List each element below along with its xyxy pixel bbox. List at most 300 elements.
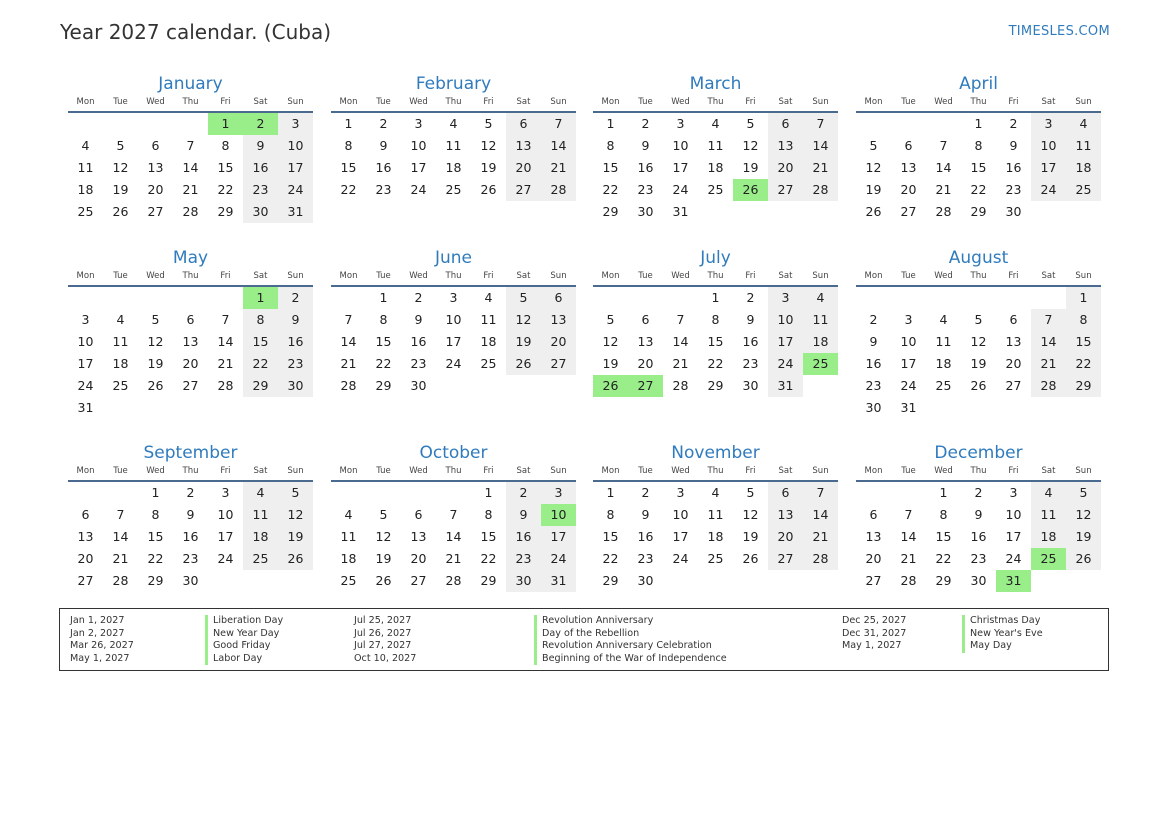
day-cell: 19	[602, 356, 619, 371]
day-cell: 3	[1031, 113, 1066, 135]
weekday-label: Thu	[707, 97, 724, 107]
day-cell: 14	[900, 529, 917, 544]
day-cell: 27	[410, 573, 427, 588]
day-cell: 2	[278, 287, 313, 309]
day-cell: 16	[243, 157, 278, 179]
weekday-label: Sat	[778, 97, 793, 107]
month-may	[68, 250, 313, 419]
holiday-day-cell: 2	[243, 113, 278, 135]
day-cell: 1	[974, 116, 983, 131]
day-cell: 15	[602, 160, 619, 175]
empty-cell	[103, 287, 138, 309]
weekday-label: Fri	[220, 271, 231, 281]
day-cell: 16	[278, 331, 313, 353]
day-cell: 17	[1005, 529, 1022, 544]
day-grid	[593, 482, 838, 592]
day-cell: 4	[243, 482, 278, 504]
day-cell: 19	[506, 331, 541, 353]
empty-cell	[138, 287, 173, 309]
day-cell: 25	[480, 356, 497, 371]
legend-date: Jan 1, 2027	[70, 615, 125, 626]
legend-dates-col-2	[354, 615, 416, 665]
empty-cell	[856, 287, 891, 309]
day-cell: 29	[243, 375, 278, 397]
weekday-label: Sun	[550, 466, 567, 476]
legend-holiday-name: Labor Day	[213, 652, 263, 664]
day-cell: 17	[410, 160, 427, 175]
day-cell: 12	[742, 507, 759, 522]
day-cell: 22	[243, 353, 278, 375]
day-cell: 10	[672, 507, 689, 522]
day-cell: 13	[506, 135, 541, 157]
weekday-label: Thu	[445, 466, 462, 476]
day-cell: 1	[939, 485, 948, 500]
day-cell: 2	[506, 482, 541, 504]
weekday-label: Sun	[287, 466, 304, 476]
weekday-label: Sun	[287, 271, 304, 281]
day-cell: 5	[116, 138, 125, 153]
day-cell: 16	[506, 526, 541, 548]
day-cell: 29	[970, 204, 987, 219]
empty-cell	[891, 287, 926, 309]
day-cell: 2	[1009, 116, 1018, 131]
day-cell: 15	[147, 529, 164, 544]
day-cell: 25	[1066, 179, 1101, 201]
day-cell: 20	[768, 526, 803, 548]
day-cell: 20	[541, 331, 576, 353]
day-cell: 16	[182, 529, 199, 544]
day-cell: 20	[768, 157, 803, 179]
day-cell: 11	[803, 309, 838, 331]
day-cell: 5	[974, 312, 983, 327]
weekday-label: Wed	[409, 271, 428, 281]
holiday-day-cell: 26	[593, 375, 628, 397]
day-cell: 10	[410, 138, 427, 153]
legend-names-col-1	[205, 615, 283, 665]
day-cell: 28	[1031, 375, 1066, 397]
day-grid	[331, 113, 576, 201]
empty-cell	[891, 482, 926, 504]
day-grid	[856, 287, 1101, 419]
day-cell: 5	[484, 116, 493, 131]
day-cell: 23	[865, 378, 882, 393]
weekday-label: Tue	[113, 466, 128, 476]
empty-cell	[856, 482, 891, 504]
day-cell: 18	[340, 551, 357, 566]
day-cell: 29	[480, 573, 497, 588]
day-cell: 6	[414, 507, 423, 522]
day-cell: 14	[803, 504, 838, 526]
day-cell: 22	[602, 551, 619, 566]
day-cell: 2	[414, 290, 423, 305]
day-cell: 27	[182, 378, 199, 393]
day-cell: 3	[676, 485, 685, 500]
day-grid	[593, 287, 838, 397]
day-cell: 1	[344, 116, 353, 131]
weekday-label: Mon	[76, 97, 95, 107]
day-cell: 11	[445, 138, 462, 153]
day-cell: 23	[637, 182, 654, 197]
day-cell: 12	[742, 138, 759, 153]
day-cell: 3	[221, 485, 230, 500]
day-cell: 24	[77, 378, 94, 393]
legend-names-col-2	[534, 615, 727, 665]
day-cell: 25	[77, 204, 94, 219]
day-cell: 13	[768, 504, 803, 526]
day-cell: 29	[147, 573, 164, 588]
day-cell: 7	[904, 507, 913, 522]
empty-cell	[856, 113, 891, 135]
legend-dates-col-1	[70, 615, 134, 665]
legend-holiday-name: Day of the Rebellion	[542, 627, 640, 639]
weekday-label: Sun	[1075, 466, 1092, 476]
day-grid	[593, 113, 838, 223]
weekday-header	[68, 269, 313, 283]
day-cell: 15	[935, 529, 952, 544]
day-cell: 2	[869, 312, 878, 327]
holiday-day-cell: 26	[733, 179, 768, 201]
day-grid	[856, 113, 1101, 223]
day-cell: 11	[707, 507, 724, 522]
day-cell: 12	[147, 334, 164, 349]
weekday-label: Tue	[901, 97, 916, 107]
legend-names-col-3	[962, 615, 1043, 653]
day-cell: 14	[672, 334, 689, 349]
day-cell: 8	[606, 138, 615, 153]
day-cell: 16	[1005, 160, 1022, 175]
day-cell: 18	[1066, 157, 1101, 179]
day-cell: 4	[81, 138, 90, 153]
weekday-header	[593, 464, 838, 478]
weekday-label: Mon	[864, 97, 883, 107]
day-cell: 27	[865, 573, 882, 588]
day-cell: 5	[606, 312, 615, 327]
day-cell: 7	[676, 312, 685, 327]
empty-cell	[138, 113, 173, 135]
day-cell: 22	[147, 551, 164, 566]
weekday-label: Fri	[483, 97, 494, 107]
month-title: October	[419, 443, 488, 463]
weekday-header	[856, 95, 1101, 109]
day-cell: 24	[672, 182, 689, 197]
empty-cell	[68, 287, 103, 309]
weekday-label: Wed	[671, 97, 690, 107]
empty-cell	[68, 482, 103, 504]
weekday-label: Tue	[901, 271, 916, 281]
day-cell: 6	[904, 138, 913, 153]
day-cell: 4	[1031, 482, 1066, 504]
day-cell: 22	[1066, 353, 1101, 375]
day-cell: 9	[641, 138, 650, 153]
day-cell: 6	[768, 113, 803, 135]
day-cell: 22	[480, 551, 497, 566]
day-cell: 4	[449, 116, 458, 131]
day-cell: 24	[278, 179, 313, 201]
day-cell: 28	[112, 573, 129, 588]
day-cell: 28	[445, 573, 462, 588]
day-cell: 11	[112, 334, 129, 349]
day-cell: 28	[340, 378, 357, 393]
day-grid	[68, 482, 313, 592]
day-cell: 31	[672, 204, 689, 219]
day-cell: 21	[803, 157, 838, 179]
site-link[interactable]: TIMESLES.COM	[1008, 24, 1110, 39]
day-cell: 30	[637, 573, 654, 588]
day-cell: 13	[147, 160, 164, 175]
day-cell: 3	[768, 287, 803, 309]
day-cell: 15	[217, 160, 234, 175]
day-cell: 26	[1066, 548, 1101, 570]
legend-date: Dec 25, 2027	[842, 615, 907, 626]
day-cell: 1	[151, 485, 160, 500]
day-cell: 28	[803, 548, 838, 570]
month-march	[593, 76, 838, 223]
day-cell: 14	[935, 160, 952, 175]
month-title: September	[143, 443, 238, 463]
weekday-label: Tue	[638, 466, 653, 476]
holiday-day-cell: 1	[208, 113, 243, 135]
weekday-header	[593, 95, 838, 109]
day-cell: 23	[637, 551, 654, 566]
day-cell: 20	[865, 551, 882, 566]
day-cell: 20	[182, 356, 199, 371]
day-cell: 30	[506, 570, 541, 592]
weekday-label: Sat	[1041, 271, 1056, 281]
day-cell: 4	[711, 485, 720, 500]
legend-date: May 1, 2027	[842, 640, 902, 652]
day-cell: 28	[217, 378, 234, 393]
day-cell: 8	[221, 138, 230, 153]
page-title: Year 2027 calendar. (Cuba)	[60, 20, 331, 44]
day-cell: 14	[445, 529, 462, 544]
day-cell: 24	[541, 548, 576, 570]
month-title: March	[689, 74, 742, 94]
day-cell: 1	[711, 290, 720, 305]
day-cell: 10	[217, 507, 234, 522]
day-cell: 20	[637, 356, 654, 371]
day-cell: 5	[506, 287, 541, 309]
day-cell: 3	[278, 113, 313, 135]
day-cell: 31	[77, 400, 94, 415]
holiday-day-cell: 25	[803, 353, 838, 375]
day-cell: 27	[768, 179, 803, 201]
day-cell: 10	[1031, 135, 1066, 157]
day-cell: 17	[1031, 157, 1066, 179]
day-cell: 15	[375, 334, 392, 349]
day-cell: 13	[77, 529, 94, 544]
day-cell: 27	[768, 548, 803, 570]
day-cell: 13	[637, 334, 654, 349]
day-cell: 7	[803, 482, 838, 504]
legend-date: Mar 26, 2027	[70, 640, 134, 652]
weekday-label: Sat	[516, 97, 531, 107]
month-title: August	[948, 248, 1009, 268]
day-cell: 8	[974, 138, 983, 153]
empty-cell	[436, 482, 471, 504]
month-september	[68, 445, 313, 592]
day-cell: 22	[340, 182, 357, 197]
day-cell: 21	[672, 356, 689, 371]
day-cell: 26	[147, 378, 164, 393]
empty-cell	[173, 287, 208, 309]
holiday-day-cell: 25	[1031, 548, 1066, 570]
weekday-label: Fri	[220, 466, 231, 476]
day-cell: 9	[869, 334, 878, 349]
day-cell: 27	[147, 204, 164, 219]
day-cell: 18	[707, 529, 724, 544]
day-cell: 8	[379, 312, 388, 327]
legend-holiday-name: Revolution Anniversary Celebration	[542, 640, 712, 652]
weekday-label: Sun	[550, 97, 567, 107]
day-cell: 21	[803, 526, 838, 548]
day-cell: 25	[112, 378, 129, 393]
day-cell: 23	[243, 179, 278, 201]
day-cell: 4	[116, 312, 125, 327]
day-cell: 29	[707, 378, 724, 393]
weekday-label: Fri	[1008, 271, 1019, 281]
day-cell: 30	[637, 204, 654, 219]
day-cell: 26	[742, 551, 759, 566]
day-cell: 29	[375, 378, 392, 393]
weekday-label: Sat	[253, 271, 268, 281]
month-october	[331, 445, 576, 592]
day-cell: 2	[186, 485, 195, 500]
day-cell: 21	[340, 356, 357, 371]
day-cell: 2	[641, 116, 650, 131]
day-cell: 27	[506, 179, 541, 201]
day-cell: 28	[672, 378, 689, 393]
weekday-header	[68, 464, 313, 478]
legend-holiday-name: Revolution Anniversary	[542, 615, 654, 626]
day-cell: 6	[1009, 312, 1018, 327]
day-grid	[331, 287, 576, 397]
day-cell: 18	[77, 182, 94, 197]
day-cell: 1	[606, 116, 615, 131]
empty-cell	[663, 287, 698, 309]
day-cell: 16	[637, 529, 654, 544]
weekday-label: Thu	[445, 271, 462, 281]
day-cell: 27	[541, 353, 576, 375]
legend-date: Oct 10, 2027	[354, 652, 417, 664]
legend-date: Jan 2, 2027	[70, 627, 125, 639]
day-cell: 8	[1066, 309, 1101, 331]
day-cell: 30	[742, 378, 759, 393]
day-cell: 31	[900, 400, 917, 415]
weekday-label: Fri	[745, 466, 756, 476]
holiday-legend	[59, 608, 1109, 671]
day-cell: 9	[746, 312, 755, 327]
empty-cell	[401, 482, 436, 504]
holiday-day-cell: 31	[996, 570, 1031, 592]
day-cell: 12	[375, 529, 392, 544]
day-cell: 5	[746, 116, 755, 131]
day-cell: 6	[506, 113, 541, 135]
day-cell: 4	[1066, 113, 1101, 135]
empty-cell	[103, 113, 138, 135]
weekday-label: Wed	[146, 97, 165, 107]
day-cell: 9	[974, 507, 983, 522]
day-cell: 16	[410, 334, 427, 349]
day-cell: 7	[186, 138, 195, 153]
day-cell: 22	[707, 356, 724, 371]
day-cell: 8	[151, 507, 160, 522]
weekday-label: Tue	[376, 466, 391, 476]
legend-holiday-name: May Day	[970, 640, 1012, 652]
day-cell: 31	[768, 375, 803, 397]
day-cell: 27	[77, 573, 94, 588]
month-title: December	[934, 443, 1023, 463]
day-cell: 1	[1066, 287, 1101, 309]
day-cell: 15	[480, 529, 497, 544]
day-cell: 17	[445, 334, 462, 349]
day-cell: 9	[379, 138, 388, 153]
day-cell: 24	[1005, 551, 1022, 566]
day-cell: 28	[935, 204, 952, 219]
empty-cell	[331, 287, 366, 309]
day-cell: 24	[768, 353, 803, 375]
weekday-label: Mon	[601, 271, 620, 281]
day-cell: 6	[641, 312, 650, 327]
weekday-label: Thu	[182, 97, 199, 107]
day-cell: 19	[742, 160, 759, 175]
day-cell: 22	[217, 182, 234, 197]
weekday-header	[593, 269, 838, 283]
day-cell: 22	[935, 551, 952, 566]
empty-cell	[891, 113, 926, 135]
day-cell: 3	[541, 482, 576, 504]
day-cell: 7	[1031, 309, 1066, 331]
day-cell: 21	[112, 551, 129, 566]
day-cell: 12	[278, 504, 313, 526]
day-cell: 21	[1031, 353, 1066, 375]
day-cell: 14	[541, 135, 576, 157]
day-cell: 21	[182, 182, 199, 197]
day-cell: 16	[970, 529, 987, 544]
day-cell: 27	[1005, 378, 1022, 393]
day-cell: 15	[602, 529, 619, 544]
day-cell: 19	[147, 356, 164, 371]
legend-dates-col-3	[842, 615, 906, 653]
day-cell: 23	[182, 551, 199, 566]
legend-date: Jul 25, 2027	[354, 615, 412, 626]
holiday-day-cell: 1	[243, 287, 278, 309]
day-cell: 11	[340, 529, 357, 544]
empty-cell	[173, 113, 208, 135]
day-cell: 30	[865, 400, 882, 415]
day-cell: 12	[1066, 504, 1101, 526]
day-cell: 30	[278, 375, 313, 397]
day-cell: 14	[340, 334, 357, 349]
day-cell: 11	[243, 504, 278, 526]
day-cell: 7	[803, 113, 838, 135]
day-cell: 4	[344, 507, 353, 522]
weekday-label: Thu	[182, 271, 199, 281]
day-cell: 5	[379, 507, 388, 522]
month-december	[856, 445, 1101, 592]
day-cell: 19	[1066, 526, 1101, 548]
day-cell: 5	[746, 485, 755, 500]
weekday-label: Sun	[812, 97, 829, 107]
day-cell: 10	[768, 309, 803, 331]
day-cell: 24	[900, 378, 917, 393]
day-cell: 11	[77, 160, 94, 175]
day-cell: 12	[865, 160, 882, 175]
day-cell: 20	[77, 551, 94, 566]
day-cell: 30	[243, 201, 278, 223]
empty-cell	[926, 113, 961, 135]
weekday-label: Sun	[550, 271, 567, 281]
day-cell: 17	[672, 529, 689, 544]
